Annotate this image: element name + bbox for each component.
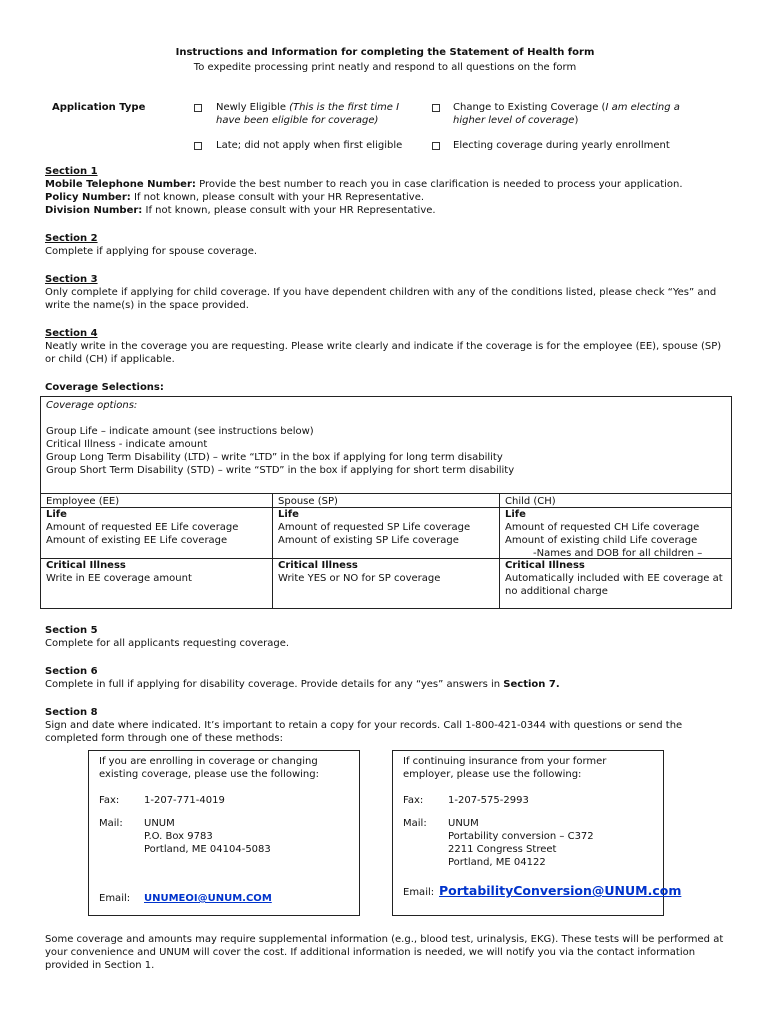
ci-line: Write in EE coverage amount	[46, 573, 192, 584]
section-1-line: Policy Number: If not known, please consult with your HR Representative.	[45, 192, 425, 203]
address-line: P.O. Box 9783	[144, 831, 213, 842]
section-4-heading: Section 4	[45, 328, 98, 339]
coverage-option: Group Life – indicate amount (see instructions below)	[46, 426, 314, 437]
coverage-options-box	[40, 396, 732, 494]
section-2-heading: Section 2	[45, 233, 98, 244]
contact-box-new-coverage	[88, 750, 360, 916]
coverage-table	[40, 494, 732, 609]
email-label: Email:	[403, 887, 435, 898]
address-line: Portland, ME 04104-5083	[144, 844, 271, 855]
life-title: Life	[46, 509, 67, 520]
fax-label: Fax:	[99, 795, 120, 806]
ci-line: Write YES or NO for SP coverage	[278, 573, 441, 584]
section-1-line: Division Number: If not known, please consult with your HR Representative.	[45, 205, 436, 216]
column-header-employee: Employee (EE)	[46, 496, 120, 507]
employee-ci-cell	[46, 559, 270, 585]
section-6	[45, 665, 745, 691]
ci-title: Critical Illness	[278, 560, 358, 571]
section-6-heading: Section 6	[45, 666, 98, 677]
column-header-child: Child (CH)	[505, 496, 556, 507]
section-5-text: Complete for all applicants requesting coverage.	[45, 638, 290, 649]
option-change-existing: Change to Existing Coverage (I am electing a higher level of coverage)	[453, 102, 680, 126]
life-title: Life	[505, 509, 526, 520]
coverage-options-list	[46, 425, 726, 477]
checkbox-yearly-enrollment[interactable]	[432, 142, 440, 150]
checkbox-newly-eligible[interactable]	[194, 104, 202, 112]
page-title: Instructions and Information for completing the Statement of Health form	[175, 47, 595, 58]
coverage-option: Group Long Term Disability (LTD) – write “LTD” in the box if applying for long term disability	[46, 452, 503, 463]
child-life-cell	[505, 508, 729, 560]
life-line: -Names and DOB for all children –	[533, 548, 703, 559]
section-1-line: Mobile Telephone Number: Provide the best number to reach you in case clarification is needed to process your application.	[45, 179, 683, 190]
section-8-heading: Section 8	[45, 707, 98, 718]
contact-intro: If continuing insurance from your former employer, please use the following:	[403, 756, 607, 780]
address-line: Portland, ME 04122	[448, 857, 546, 868]
section-5	[45, 624, 735, 650]
ci-line: Automatically included with EE coverage at	[505, 573, 723, 584]
address-line: UNUM	[144, 818, 175, 829]
employee-life-cell	[46, 508, 270, 547]
table-divider	[272, 494, 273, 608]
spouse-life-cell	[278, 508, 498, 547]
life-line: Amount of existing SP Life coverage	[278, 535, 459, 546]
section-3-text: Only complete if applying for child coverage. If you have dependent children with any of the conditions listed, please check “Yes” and write the name(s) in the space provided.	[45, 287, 717, 311]
option-yearly-enrollment: Electing coverage during yearly enrollment	[453, 140, 670, 151]
section-8	[45, 706, 735, 745]
contact-box-portability	[392, 750, 682, 916]
section-3-heading: Section 3	[45, 274, 98, 285]
section-1	[45, 165, 735, 217]
section-3	[45, 273, 735, 312]
option-newly-eligible: Newly Eligible (This is the first time I have been eligible for coverage)	[216, 102, 400, 126]
coverage-selections-heading: Coverage Selections:	[45, 382, 164, 393]
spouse-ci-cell	[278, 559, 498, 585]
section-2-text: Complete if applying for spouse coverage.	[45, 246, 258, 257]
application-type-label: Application Type	[52, 102, 146, 113]
email-label: Email:	[99, 893, 131, 904]
footer-note: Some coverage and amounts may require supplemental information (e.g., blood test, urinalysis, EKG). These tests will be performed at your convenience and UNUM will cover the cost. If additional information is needed, we will notify you via the contact information provided in Section 1.	[45, 934, 724, 971]
section-1-heading: Section 1	[45, 166, 98, 177]
page-subtitle: To expedite processing print neatly and respond to all questions on the form	[193, 62, 577, 73]
address-line: UNUM	[448, 818, 479, 829]
email-link-unumeoi[interactable]: UNUMEOI@UNUM.COM	[144, 893, 272, 904]
coverage-option: Group Short Term Disability (STD) – write “STD” in the box if applying for short term disability	[46, 465, 515, 476]
fax-number: 1-207-575-2993	[448, 795, 529, 806]
coverage-option: Critical Illness - indicate amount	[46, 439, 208, 450]
ci-title: Critical Illness	[505, 560, 585, 571]
mail-address	[448, 817, 594, 869]
option-late: Late; did not apply when first eligible	[216, 140, 403, 151]
section-4	[45, 327, 725, 366]
section-8-text: Sign and date where indicated. It’s important to retain a copy for your records. Call 1-800-421-0344 with questions or send the completed form through one of these methods:	[45, 720, 683, 744]
section-4-text: Neatly write in the coverage you are requesting. Please write clearly and indicate if the coverage is for the employee (EE), spouse (SP) or child (CH) if applicable.	[45, 341, 722, 365]
ci-line: no additional charge	[505, 586, 608, 597]
mail-label: Mail:	[403, 818, 427, 829]
address-line: 2211 Congress Street	[448, 844, 557, 855]
contact-intro: If you are enrolling in coverage or changing existing coverage, please use the following:	[99, 756, 319, 780]
life-line: Amount of requested SP Life coverage	[278, 522, 471, 533]
section-6-text: Complete in full if applying for disability coverage. Provide details for any “yes” answers in Section 7.	[45, 679, 560, 690]
life-line: Amount of existing EE Life coverage	[46, 535, 228, 546]
child-ci-cell	[505, 559, 731, 598]
column-header-spouse: Spouse (SP)	[278, 496, 338, 507]
section-5-heading: Section 5	[45, 625, 98, 636]
fax-label: Fax:	[403, 795, 424, 806]
ci-title: Critical Illness	[46, 560, 126, 571]
section-2	[45, 232, 735, 258]
life-title: Life	[278, 509, 299, 520]
life-line: Amount of existing child Life coverage	[505, 535, 698, 546]
email-link-portability[interactable]: PortabilityConversion@UNUM.com	[439, 883, 682, 898]
address-line: Portability conversion – C372	[448, 831, 594, 842]
coverage-options-label: Coverage options:	[46, 400, 138, 411]
table-divider	[499, 494, 500, 608]
life-line: Amount of requested EE Life coverage	[46, 522, 239, 533]
mail-address	[144, 817, 271, 856]
fax-number: 1-207-771-4019	[144, 795, 225, 806]
life-line: Amount of requested CH Life coverage	[505, 522, 700, 533]
checkbox-change-existing[interactable]	[432, 104, 440, 112]
checkbox-late[interactable]	[194, 142, 202, 150]
mail-label: Mail:	[99, 818, 123, 829]
